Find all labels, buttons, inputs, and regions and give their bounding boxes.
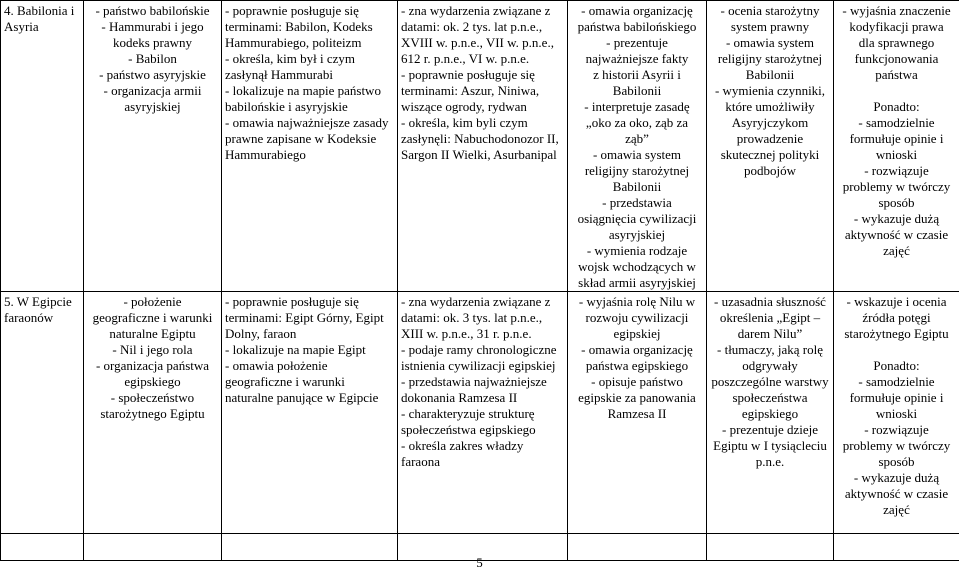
beyond-text: - wyjaśnia znaczenie kodyfikacji prawa dla sprawnego funkcjonowania państwa Ponadto: - samodzielnie formułuje opinie i wnioski - rozwiązuje problemy w twórczy sposób - wykazuje dużą aktywność w czasie zajęć — [842, 3, 951, 258]
content-cell — [84, 292, 222, 534]
table-row-egipt — [1, 292, 959, 534]
topic-text: 5. W Egipcie faraonów — [4, 294, 72, 325]
topic-cell — [1, 292, 84, 534]
beyond-cell — [834, 292, 959, 534]
beyond-cell — [834, 1, 959, 292]
culture-cell — [568, 1, 707, 292]
culture-text: - wyjaśnia rolę Nilu w rozwoju cywilizacji egipskiej - omawia organizację państwa egipskiego - opisuje państwo egipskie za panowania Ramzesa II — [578, 294, 696, 421]
content-text: - państwo babilońskie - Hammurabi i jego kodeks prawny - Babilon - państwo asyryjskie - organizacja armii asyryjskiej — [95, 3, 210, 114]
page-number: 5 — [476, 555, 483, 570]
dates-cell — [398, 292, 568, 534]
beyond-text: - wskazuje i ocenia źródła potęgi starożytnego Egiptu Ponadto: - samodzielnie formułuje opinie i wnioski - rozwiązuje problemy w twórczy sposób - wykazuje dużą aktywność w czasie zajęć — [842, 294, 951, 517]
dates-cell — [398, 1, 568, 292]
topic-text: 4. Babilonia i Asyria — [4, 3, 75, 34]
culture-text: - omawia organizację państwa babilońskiego - prezentuje najważniejsze fakty z historii Asyrii i Babilonii - interpretuje zasadę „oko za oko, ząb za ząb” - omawia system religijny starożytnej Babilonii - przedstawia osiągnięcia cywilizacji asyryjskiej - wymienia rodzaje wojsk wchodzących w skład armii asyryjskiej — [577, 3, 697, 290]
culture-cell — [568, 292, 707, 534]
terms-text: - poprawnie posługuje się terminami: Egipt Górny, Egipt Dolny, faraon - lokalizuje na mapie Egipt - omawia położenie geograficzne i warunki naturalne panujące w Egipcie — [225, 294, 384, 405]
evaluation-cell — [707, 1, 834, 292]
evaluation-cell — [707, 292, 834, 534]
terms-cell — [222, 292, 398, 534]
evaluation-text: - uzasadnia słuszność określenia „Egipt – darem Nilu” - tłumaczy, jaką rolę odgrywały poszczególne warstwy społeczeństwa egipskiego - prezentuje dzieje Egiptu w I tysiącleciu p.n.e. — [711, 294, 829, 469]
terms-text: - poprawnie posługuje się terminami: Babilon, Kodeks Hammurabiego, politeizm - określa, kim był i czym zasłynął Hammurabi - lokalizuje na mapie państwo babilońskie i asyryjskie - omawia najważniejsze zasady prawne zapisane w Kodeksie Hammurabiego — [225, 3, 389, 162]
evaluation-text: - ocenia starożytny system prawny - omawia system religijny starożytnej Babilonii - wymienia czynniki, które umożliwiły Asyryjczykom prowadzenie skutecznej polityki podbojów — [714, 3, 826, 178]
dates-text: - zna wydarzenia związane z datami: ok. 2 tys. lat p.n.e., XVIII w. p.n.e., VII w. p.n.e., 612 r. p.n.e., VI w. p.n.e. - poprawnie posługuje się terminami: Aszur, Niniwa, wiszące ogrody, rydwan - określa, kim byli czym zasłynęli: Nabuchodonozor II, Sargon II Wielki, Asurbanipal — [401, 3, 559, 162]
content-text: - położenie geograficzne i warunki naturalne Egiptu - Nil i jego rola - organizacja państwa egipskiego - społeczeństwo starożytnego Egiptu — [92, 294, 213, 421]
terms-cell — [222, 1, 398, 292]
table-row-babilonia-asyria — [1, 1, 959, 292]
topic-cell — [1, 1, 84, 292]
dates-text: - zna wydarzenia związane z datami: ok. 3 tys. lat p.n.e., XIII w. p.n.e., 31 r. p.n.e. - podaje ramy chronologiczne istnienia cywilizacji egipskiej - przedstawia najważniejsze dokonania Ramzesa II - charakteryzuje strukturę społeczeństwa egipskiego - określa zakres władzy faraona — [401, 294, 557, 469]
content-cell — [84, 1, 222, 292]
